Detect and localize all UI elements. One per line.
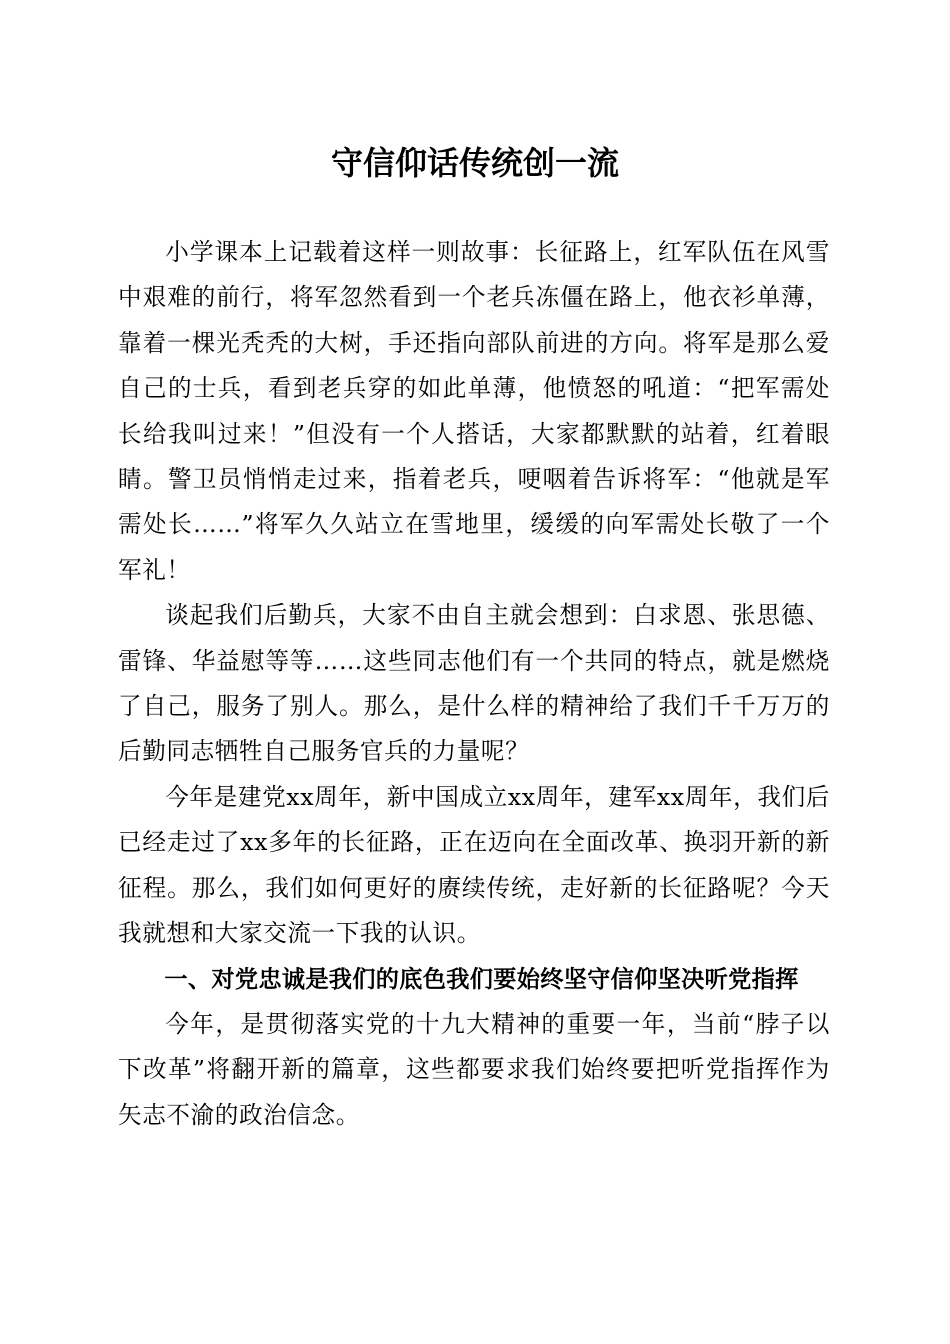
paragraph-story: 小学课本上记载着这样一则故事：长征路上，红军队伍在风雪中艰难的前行，将军忽然看到一个老兵冻僵在路上，他衣衫单薄，靠着一棵光秃秃的大树，手还指向部队前进的方向。将军是那么爱自己的士兵，看到老兵穿的如此单薄，他愤怒的吼道：“把军需处长给我叫过来！”但没有一个人搭话，大家都默默的站着，红着眼睛。警卫员悄悄走过来，指着老兵，哽咽着告诉将军：“他就是军需处长……”将军久久站立在雪地里，缓缓的向军需处长敬了一个军礼！ [118, 238, 830, 584]
paragraph-section-1: 今年，是贯彻落实党的十九大精神的重要一年，当前“脖子以下改革”将翻开新的篇章，这些都要求我们始终要把听党指挥作为矢志不渝的政治信念。 [118, 1009, 830, 1129]
section-heading-1: 一、对党忠诚是我们的底色我们要始终坚守信仰坚决听党指挥 [164, 965, 799, 993]
paragraph-logistics-soldiers: 谈起我们后勤兵，大家不由自主就会想到：白求恩、张思德、雷锋、华益慰等等……这些同志他们有一个共同的特点，就是燃烧了自己，服务了别人。那么，是什么样的精神给了我们千千万万的后勤同志牺牲自己服务官兵的力量呢？ [118, 601, 830, 766]
document-title: 守信仰话传统创一流 [330, 144, 619, 182]
paragraph-anniversary: 今年是建党xx周年，新中国成立xx周年，建军xx周年，我们后已经走过了xx多年的长征路，正在迈向在全面改革、换羽开新的新征程。那么，我们如何更好的赓续传统，走好新的长征路呢？今天我就想和大家交流一下我的认识。 [118, 782, 830, 948]
document-body [118, 230, 830, 1138]
